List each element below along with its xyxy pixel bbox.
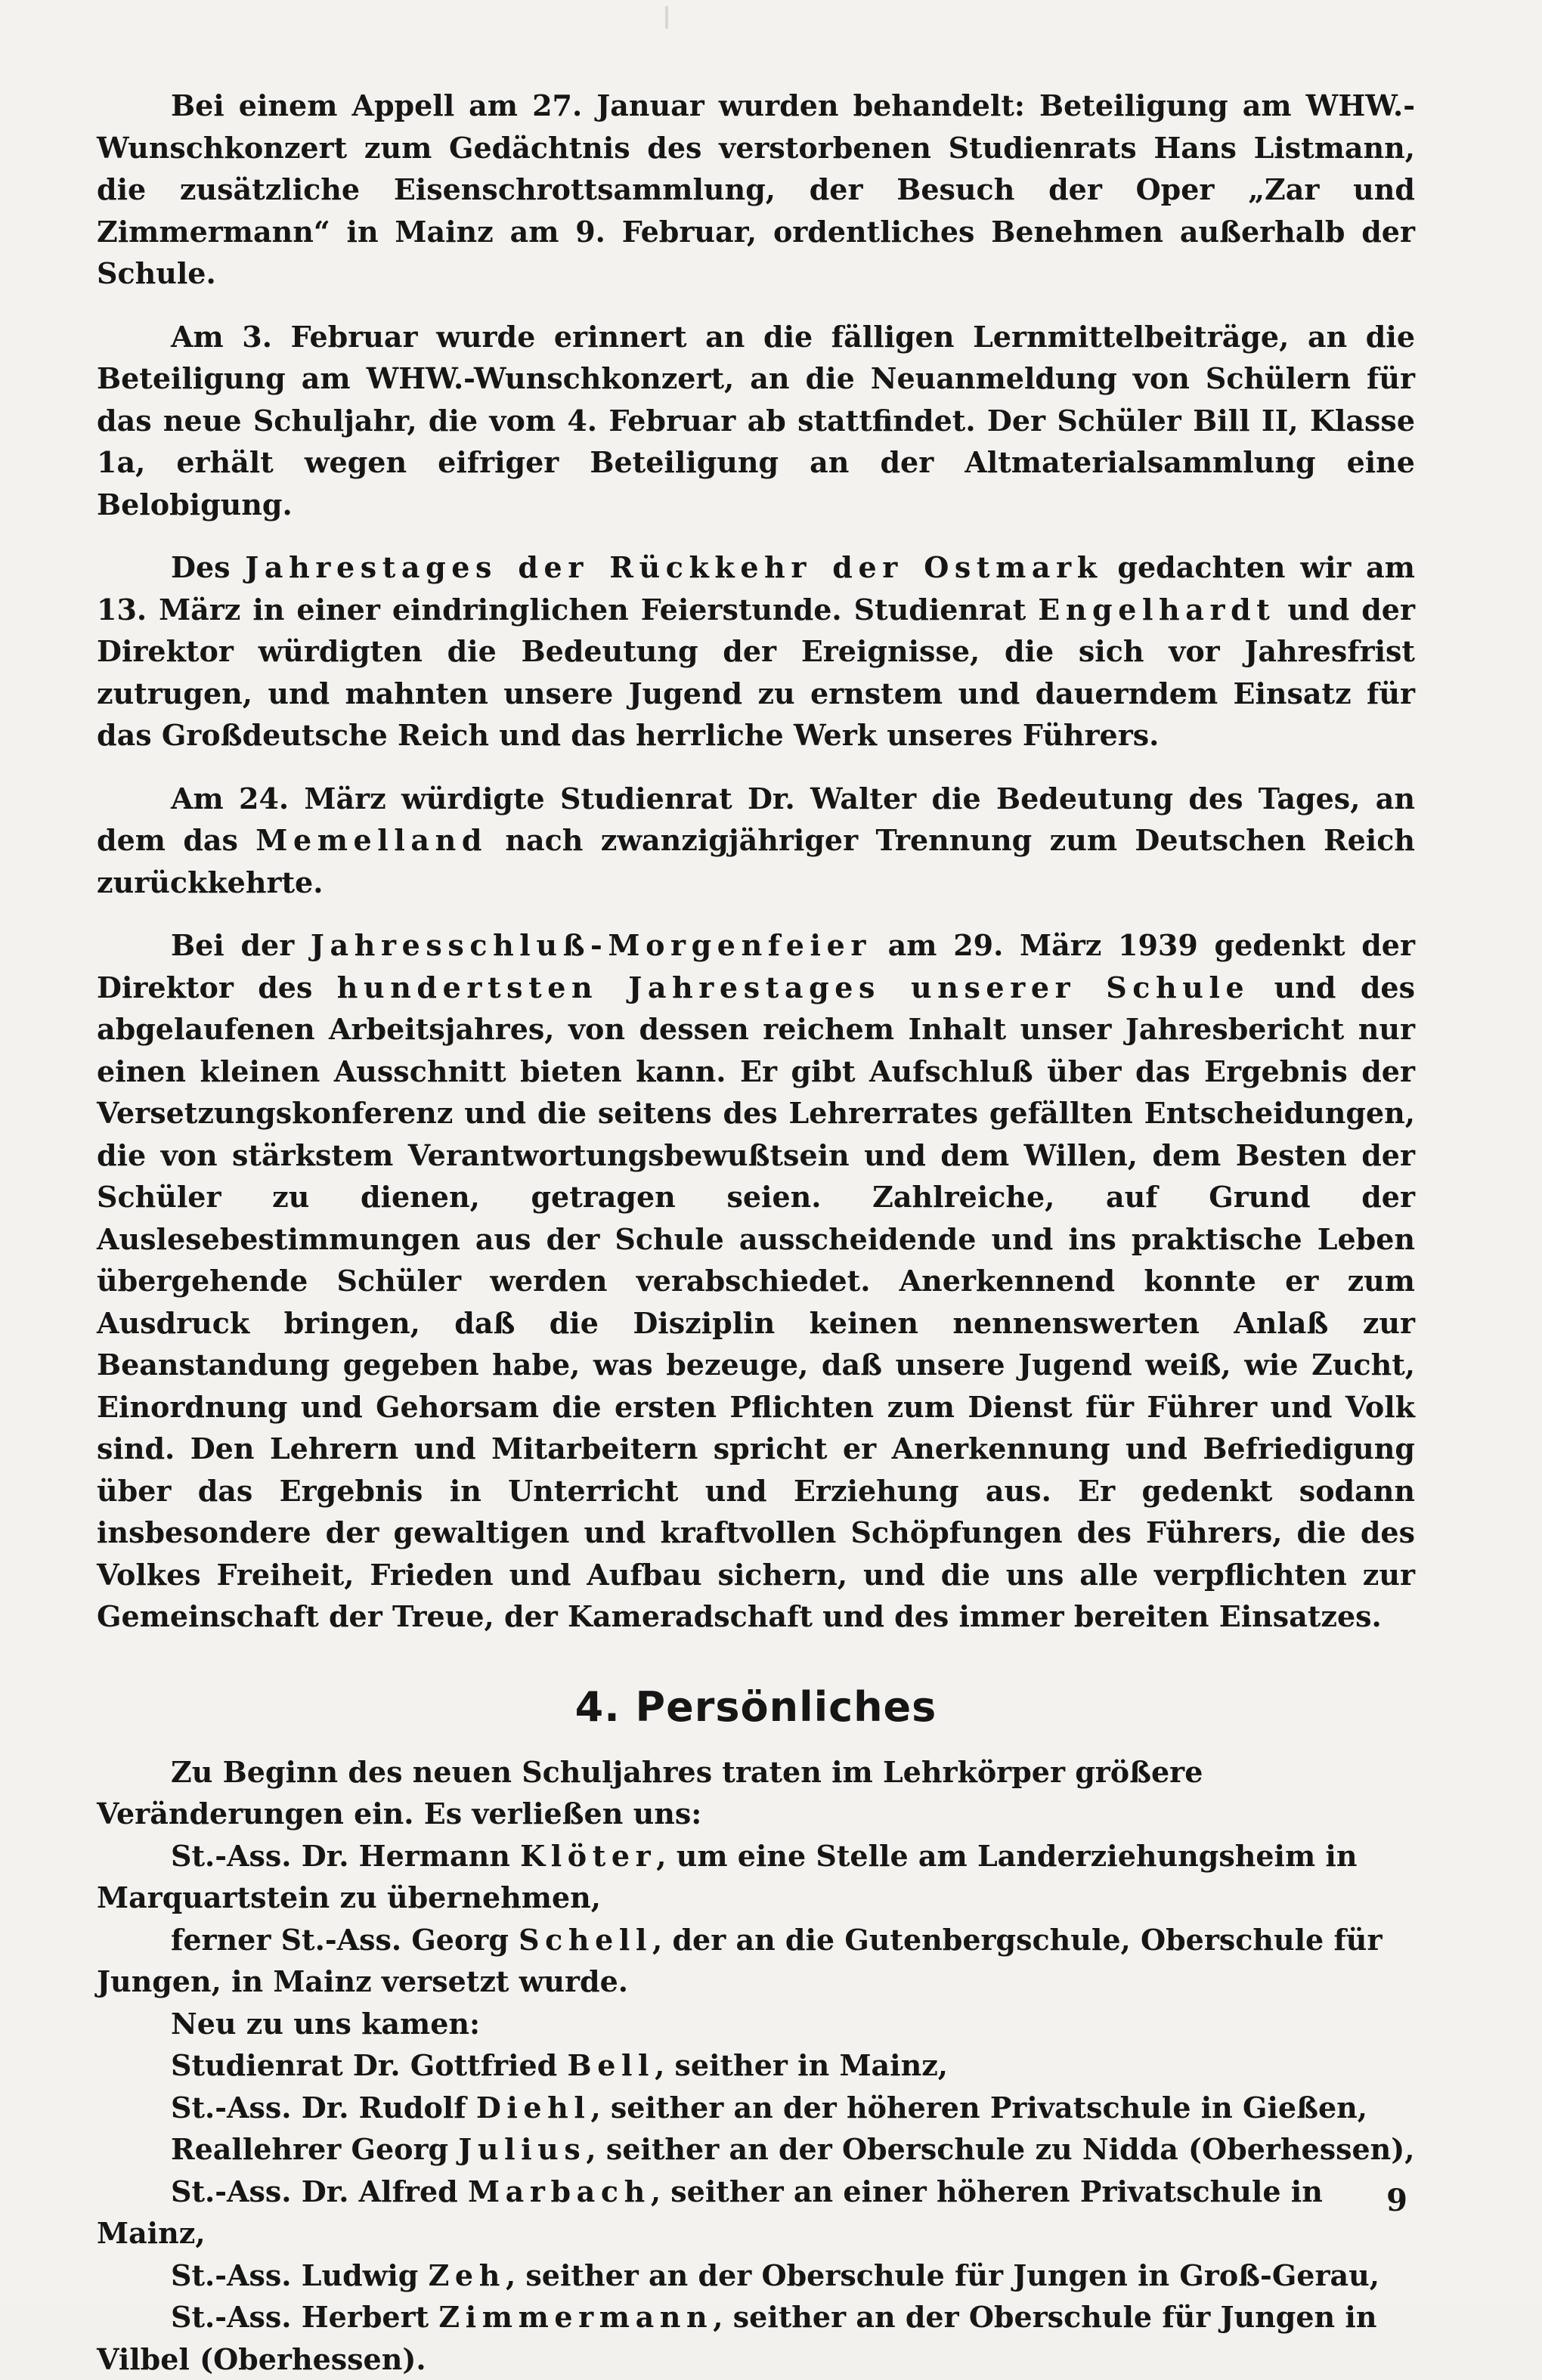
list-item	[97, 2087, 1415, 2129]
paragraph-jahresschluss	[97, 924, 1415, 1638]
paragraph-february: Am 3. Februar wurde erinnert an die fälligen Lernmittelbeiträge, an die Beteiligung am WHW.-Wunschkonzert, an die Neuanmeldung von Schülern für das neue Schuljahr, die vom 4. Februar ab stattfindet. Der Schüler Bill II, Klasse 1a, erhält wegen eifriger Beteiligung an der Altmaterialsammlung eine Belobigung.	[97, 316, 1415, 526]
text-segment: , um eine Stelle am Landerziehungsheim in Marquartstein zu übernehmen,	[97, 1839, 1357, 1915]
spaced-emphasis: hundertsten Jahrestages unserer Schule	[337, 970, 1250, 1004]
text-segment: nach zwanzigjähriger Trennung zum Deutschen Reich zurückkehrte.	[97, 823, 1415, 899]
text-segment: , seither in Mainz,	[655, 2048, 948, 2082]
list-item	[97, 1835, 1415, 1919]
person-name: Marbach	[468, 2174, 651, 2208]
text-segment: St.-Ass. Dr. Hermann	[171, 1839, 520, 1873]
text-segment: , seither an der Oberschule zu Nidda (Oberhessen),	[586, 2132, 1414, 2166]
spaced-emphasis: Jahrestages der Rückkehr der Ostmark	[245, 550, 1102, 584]
text-segment: und des abgelaufenen Arbeitsjahres, von dessen reichem Inhalt unser Jahresbericht nur einen kleinen Ausschnitt bieten kann. Er gibt Aufschluß über das Ergebnis der Versetzungskonferenz und die seitens des Lehrerrates gefällten Entscheidungen, die von stärkstem Verantwortungsbewußtsein und dem Willen, dem Besten der Schüler zu dienen, getragen seien. Zahlreiche, auf Grund der Auslesebestimmungen aus der Schule ausscheidende und ins praktische Leben übergehende Schüler werden verabschiedet. Anerkennend konnte er zum Ausdruck bringen, daß die Disziplin keinen nennenswerten Anlaß zur Beanstandung gegeben habe, was bezeuge, daß unsere Jugend weiß, wie Zucht, Einordnung und Gehorsam die ersten Pflichten zum Dienst für Führer und Volk sind. Den Lehrern und Mitarbeitern spricht er Anerkennung und Befriedigung über das Ergebnis in Unterricht und Erziehung aus. Er gedenkt sodann insbesondere der gewaltigen und kraftvollen Schöpfungen des Führers, die des Volkes Freiheit, Frieden und Aufbau sichern, und die uns alle verpflichten zur Gemeinschaft der Treue, der Kameradschaft und des immer bereiten Einsatzes.	[97, 970, 1415, 1634]
text-segment: St.-Ass. Dr. Rudolf	[171, 2091, 476, 2125]
text-segment: , seither an einer höheren Privatschule in Mainz,	[97, 2174, 1323, 2251]
paragraph-ostmark	[97, 546, 1415, 757]
staff-intro: Zu Beginn des neuen Schuljahres traten im Lehrkörper größere Veränderungen ein. Es verließen uns:	[97, 1751, 1415, 1835]
text-segment: , seither an der Oberschule für Jungen in Vilbel (Oberhessen).	[97, 2300, 1376, 2376]
person-name: Zeh	[429, 2258, 506, 2292]
body-text	[97, 85, 1415, 2380]
person-name: Bell	[568, 2048, 655, 2082]
person-name: Klöter	[520, 1839, 656, 1873]
list-item	[97, 2044, 1415, 2087]
text-segment: St.-Ass. Ludwig	[171, 2258, 429, 2292]
staff-changes	[97, 1751, 1415, 2380]
paragraph-memelland	[97, 778, 1415, 904]
text-segment: Reallehrer Georg	[171, 2132, 458, 2166]
person-name: Zimmermann	[438, 2300, 713, 2334]
text-segment: gedachten wir am 13. März in einer eindringlichen Feierstunde. Studienrat	[97, 550, 1415, 627]
list-item	[97, 2296, 1415, 2380]
text-segment: Studienrat Dr. Gottfried	[171, 2048, 568, 2082]
list-item	[97, 2128, 1415, 2171]
text-segment: Bei der	[171, 928, 311, 962]
text-segment: Des	[171, 550, 245, 584]
text-segment: , seither an der höheren Privatschule in Gießen,	[590, 2091, 1367, 2125]
text-segment: am 29. März 1939 gedenkt der Direktor des	[97, 928, 1415, 1004]
text-segment: , seither an der Oberschule für Jungen in Groß-Gerau,	[506, 2258, 1379, 2292]
text-segment: ferner St.-Ass. Georg	[171, 1923, 519, 1957]
page-number: 9	[1386, 2183, 1407, 2218]
list-item	[97, 2171, 1415, 2255]
person-name: Julius	[458, 2132, 586, 2166]
text-segment: , der an die Gutenbergschule, Oberschule für Jungen, in Mainz versetzt wurde.	[97, 1923, 1382, 1999]
person-name: Diehl	[476, 2091, 591, 2125]
text-segment: und der Direktor würdigten die Bedeutung der Ereignisse, die sich vor Jahresfrist zutrugen, und mahnten unsere Jugend zu ernstem und dauerndem Einsatz für das Großdeutsche Reich und das herrliche Werk unseres Führers.	[97, 593, 1415, 753]
text-segment: St.-Ass. Herbert	[171, 2300, 438, 2334]
section-heading: 4. Persönliches	[97, 1677, 1415, 1738]
text-segment: St.-Ass. Dr. Alfred	[171, 2174, 468, 2208]
new-staff-intro: Neu zu uns kamen:	[97, 2003, 1415, 2045]
spaced-name: Engelhardt	[1038, 593, 1275, 627]
spaced-emphasis: Jahresschluß-Morgenfeier	[311, 928, 872, 962]
paragraph-appell: Bei einem Appell am 27. Januar wurden behandelt: Beteiligung am WHW.-Wunschkonzert zum Gedächtnis des verstorbenen Studienrats Hans Listmann, die zusätzliche Eisenschrottsammlung, der Besuch der Oper „Zar und Zimmermann“ in Mainz am 9. Februar, ordentliches Benehmen außerhalb der Schule.	[97, 85, 1415, 295]
scan-mark	[665, 6, 668, 29]
person-name: Schell	[519, 1923, 652, 1957]
text-segment: Am 24. März würdigte Studienrat Dr. Walter die Bedeutung des Tages, an dem das	[97, 781, 1415, 858]
list-item	[97, 2255, 1415, 2297]
list-item	[97, 1919, 1415, 2003]
spaced-emphasis: Memelland	[255, 823, 488, 857]
